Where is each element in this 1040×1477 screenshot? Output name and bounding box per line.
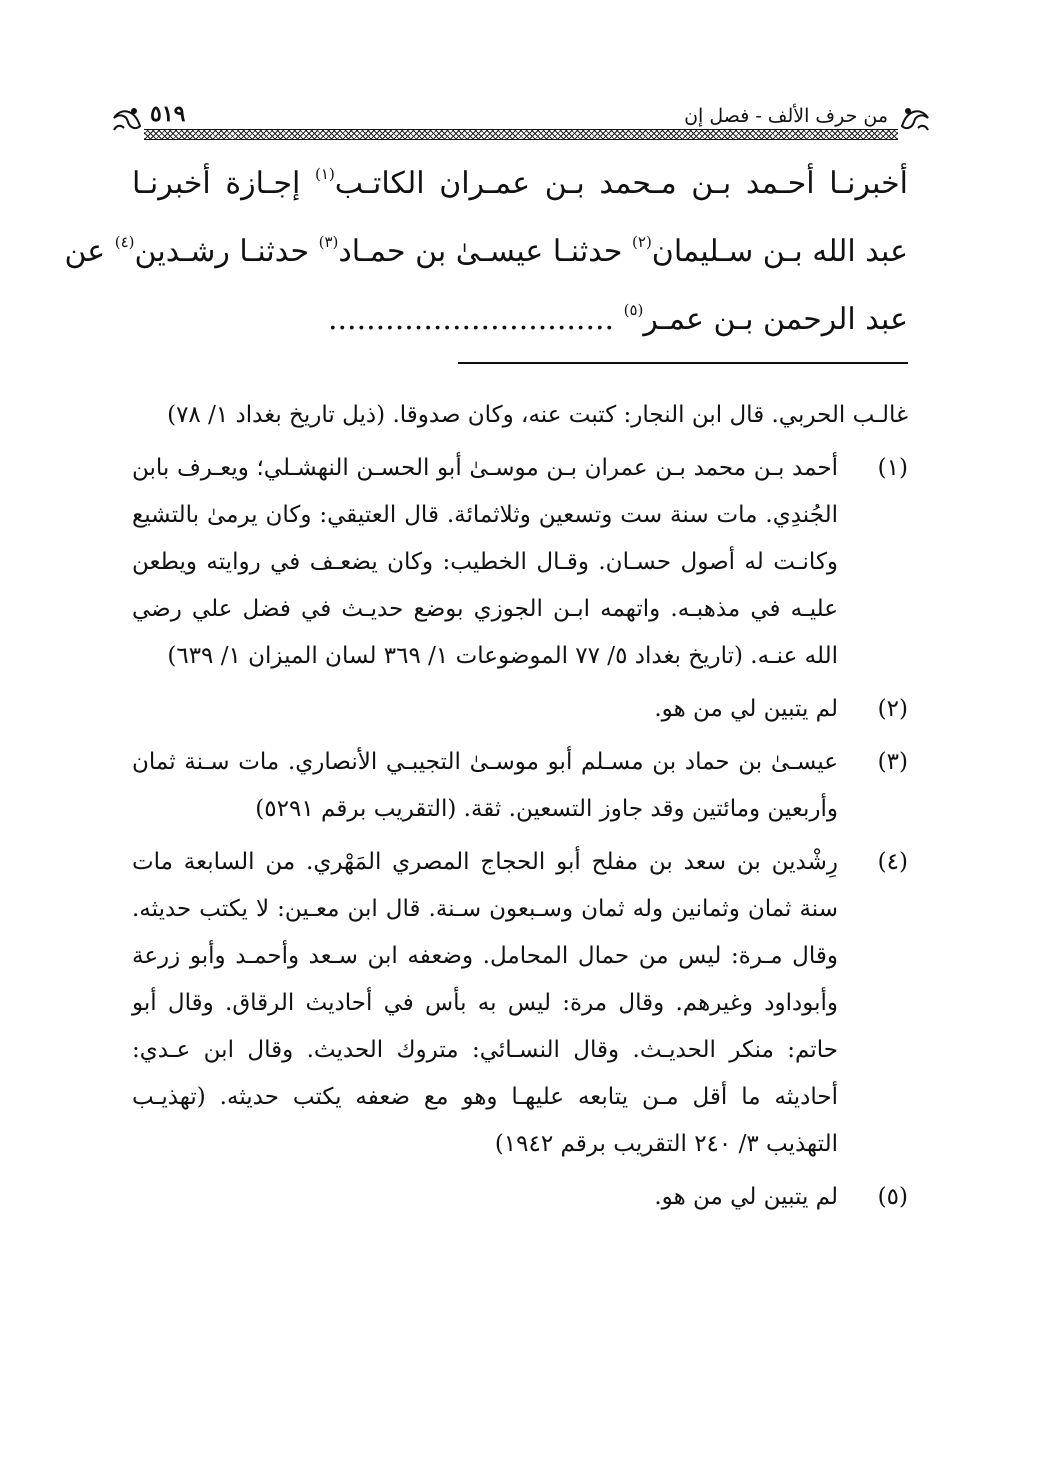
main-text-segment: إجـازة أخبرنـا [132,166,316,201]
header-ornament-left-icon [110,102,144,132]
footnote-5 [132,1174,908,1221]
main-text-segment: .............................. [327,302,624,337]
main-text-line-1 [132,150,908,218]
footnotes [132,392,908,1227]
header-rule [144,129,898,140]
footnote-ref-3[interactable]: (٣) [318,233,339,251]
main-text [64,150,908,354]
main-text-segment: عبد الله بـن سـليمان [651,234,908,269]
footnote-number: (٣) [877,749,908,775]
footnote-text: عيسـىٰ بن حماد بن مسـلم أبو موسـىٰ التجيبـي الأنصاري. مات سـنة ثمان وأربعين ومائتين وقد جاوز التسعين. ثقة. (التقريب برقم ٥٢٩١) [132,749,838,822]
running-header-title: من حرف الألف - فصل إن [684,105,888,127]
footnote-continuation: غالـب الحربي. قال ابن النجار: كتبت عنه، وكان صدوقا. (ذيل تاريخ بغداد ١/ ٧٨) [167,402,908,428]
main-text-segment: عبد الرحمن بـن عمـر [643,302,908,337]
main-text-segment: حدثنـا رشـدين [134,234,319,269]
footnote-ref-2[interactable]: (٢) [632,233,652,251]
footnote-text: لم يتبين لي من هو. [654,696,838,722]
running-header [110,96,932,142]
footnote-number: (٢) [877,696,908,722]
main-text-line-2 [64,218,908,286]
footnote-1 [132,445,908,680]
footnote-number: (٥) [877,1184,908,1210]
main-text-line-3 [132,286,908,354]
footnote-ref-4[interactable]: (٤) [114,233,135,251]
footnote-ref-1[interactable]: (١) [315,165,335,183]
main-text-segment: أخبرنـا أحـمد بـن مـحمد بـن عمـران الكاتـب [334,166,908,201]
footnote-4 [132,839,908,1168]
main-text-segment: حدثنـا عيسـىٰ بن حمـاد [338,234,633,269]
footnote-number: (١) [877,455,908,481]
header-ornament-right-icon [898,102,932,132]
footnote-ref-5[interactable]: (٥) [623,301,644,319]
main-text-segment: عن [64,234,115,269]
footnote-text: رِشْدين بن سعد بن مفلح أبو الحجاج المصري المَهْري. من السابعة مات سنة ثمان وثمانين وله ثمان وسـبعون سـنة. قال ابن معـين: لا يكتب حديثه. وقال مـرة: ليس من حمال المحامل. وضعفه ابن سـعد وأحمـد وأبو زرعة وأبوداود وغيرهم. وقال مرة: ليس به بأس في أحاديث الرقاق. وقال أبو حاتم: منكر الحديـث. وقال النسـائي: متروك الحديث. وقال ابن عـدي: أحاديثه ما أقل مـن يتابعه عليهـا وهو مع ضعفه يكتب حديثه. (تهذيـب التهذيب ٣/ ٢٤٠ التقريب برقم ١٩٤٢) [132,849,838,1157]
footnote-separator [458,362,908,364]
footnote-3 [132,739,908,833]
footnote-text: لم يتبين لي من هو. [654,1184,838,1210]
footnote-2 [132,686,908,733]
footnote-number: (٤) [877,849,908,875]
page-number: ٥١٩ [150,101,186,127]
footnote-text: أحمد بـن محمد بـن عمران بـن موسـىٰ أبو الحسـن النهشـلي؛ ويعـرف بابن الجُندِي. مات سنة ست وتسعين وثلاثمائة. قال العتيقي: وكان يرمىٰ بالتشيع وكانـت له أصول حسـان. وقـال الخطيب: وكان يضعـف في روايته ويطعن عليـه في مذهبـه. واتهمه ابـن الجوزي بوضع حديـث في فضل علي رضي الله عنـه. (تاريخ بغداد ٥/ ٧٧ الموضوعات ١/ ٣٦٩ لسان الميزان ١/ ٦٣٩) [132,455,838,669]
